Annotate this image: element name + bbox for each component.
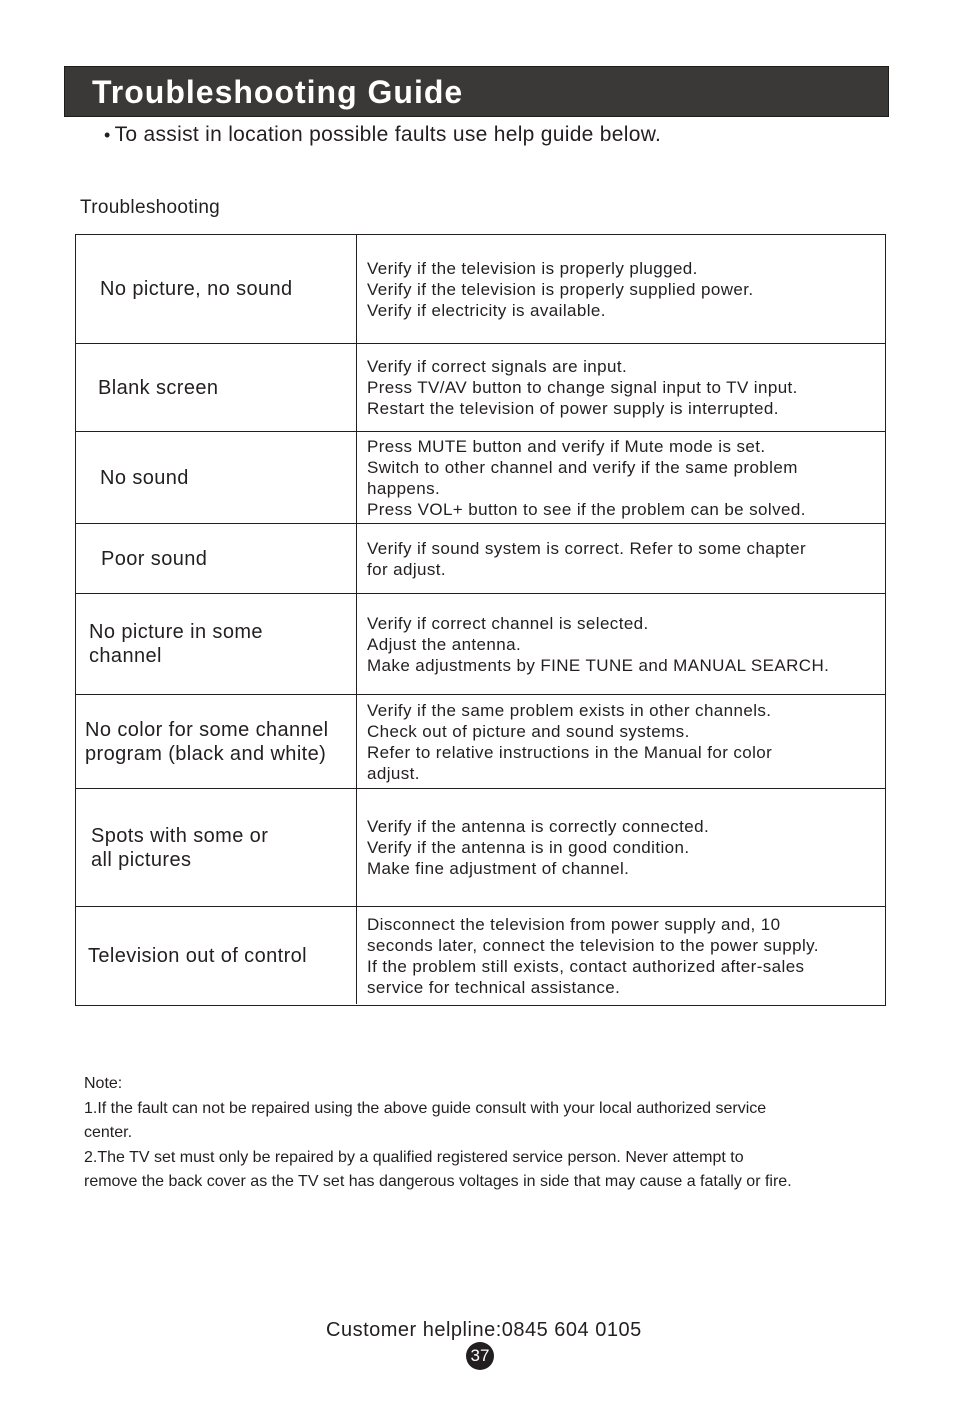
solution-cell <box>367 695 885 788</box>
problem-cell: Spots with some or all pictures <box>76 789 357 906</box>
customer-helpline: Customer helpline:0845 604 0105 <box>326 1319 642 1341</box>
table-row <box>76 695 885 789</box>
solution-line: service for technical assistance. <box>367 977 621 997</box>
table-row <box>76 789 885 907</box>
page-title: Troubleshooting Guide <box>92 74 464 110</box>
solution-line: Make fine adjustment of channel. <box>367 859 630 878</box>
solution-line: Verify if sound system is correct. Refer to some chapter <box>367 538 807 558</box>
problem-cell: Poor sound <box>76 524 357 593</box>
solution-line: Verify if correct signals are input. <box>367 357 628 376</box>
note-heading: Note: <box>84 1075 123 1092</box>
solution-cell <box>367 907 885 1004</box>
problem-cell: No picture, no sound <box>76 235 357 343</box>
problem-cell: No color for some channel program (black and white) <box>76 695 357 788</box>
solution-line: Restart the television of power supply is interrupted. <box>367 399 779 418</box>
solution-line: Verify if correct channel is selected. <box>367 613 649 633</box>
problem-cell: Blank screen <box>76 344 357 431</box>
problem-cell: No sound <box>76 432 357 523</box>
solution-line: happens. <box>367 478 441 498</box>
section-label: Troubleshooting <box>80 197 221 218</box>
solution-cell <box>367 789 885 906</box>
solution-line: Disconnect the television from power supply and, 10 <box>367 914 781 934</box>
solution-line: If the problem still exists, contact authorized after-sales <box>367 956 805 976</box>
intro-text: To assist in location possible faults use help guide below. <box>114 123 662 146</box>
solution-cell <box>367 432 885 523</box>
solution-cell <box>367 235 885 343</box>
solution-line: Verify if the television is properly supplied power. <box>367 279 754 299</box>
table-row <box>76 594 885 695</box>
solution-line: Check out of picture and sound systems. <box>367 721 690 741</box>
intro-line <box>104 123 661 147</box>
solution-line: for adjust. <box>367 559 447 579</box>
note-line: center. <box>84 1124 133 1141</box>
solution-line: Verify if electricity is available. <box>367 300 606 320</box>
note-line: 1.If the fault can not be repaired using the above guide consult with your local authorized service <box>84 1099 767 1117</box>
note-line: remove the back cover as the TV set has dangerous voltages in side that may cause a fatally or fire. <box>84 1173 792 1190</box>
note-section <box>84 1072 904 1195</box>
table-row <box>76 524 885 594</box>
solution-line: adjust. <box>367 763 420 783</box>
solution-line: Verify if the antenna is in good condition. <box>367 838 690 857</box>
solution-cell <box>367 594 885 694</box>
bullet-icon: • <box>104 125 111 145</box>
table-row <box>76 907 885 1004</box>
table-row <box>76 344 885 432</box>
solution-line: Press VOL+ button to see if the problem can be solved. <box>367 499 806 519</box>
solution-cell <box>367 524 885 593</box>
solution-line: Verify if the same problem exists in other channels. <box>367 700 772 720</box>
solution-line: seconds later, connect the television to the power supply. <box>367 935 819 955</box>
troubleshooting-table <box>75 234 886 1006</box>
solution-line: Verify if the antenna is correctly connected. <box>367 817 710 836</box>
note-line: 2.The TV set must only be repaired by a qualified registered service person. Never attempt to <box>84 1148 744 1166</box>
table-row <box>76 235 885 344</box>
solution-line: Verify if the television is properly plugged. <box>367 258 698 278</box>
solution-line: Press TV/AV button to change signal input to TV input. <box>367 378 798 397</box>
problem-cell: No picture in some channel <box>76 594 357 694</box>
solution-cell <box>367 344 885 431</box>
solution-line: Adjust the antenna. <box>367 634 522 654</box>
solution-line: Press MUTE button and verify if Mute mode is set. <box>367 436 766 456</box>
solution-line: Make adjustments by FINE TUNE and MANUAL SEARCH. <box>367 655 830 675</box>
table-row <box>76 432 885 524</box>
header-bar <box>64 66 889 117</box>
solution-line: Switch to other channel and verify if the same problem <box>367 457 798 477</box>
problem-cell: Television out of control <box>76 907 357 1004</box>
page-number-badge: 37 <box>466 1342 494 1370</box>
solution-line: Refer to relative instructions in the Manual for color <box>367 742 773 762</box>
